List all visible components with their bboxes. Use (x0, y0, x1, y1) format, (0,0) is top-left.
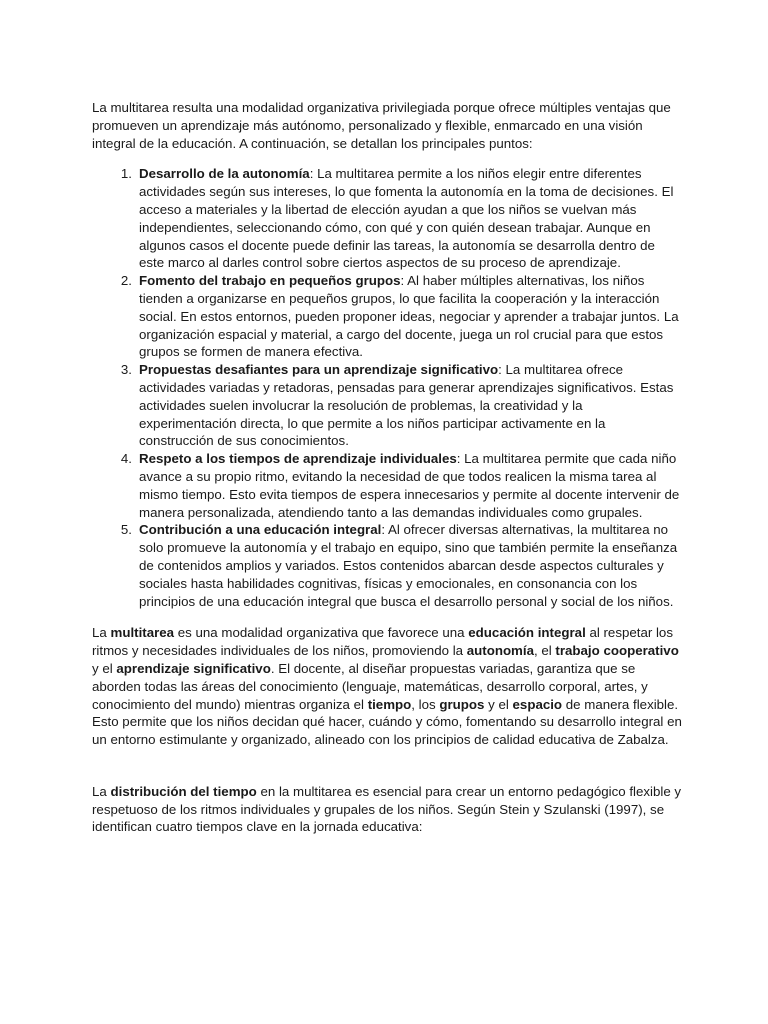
closing-text: La (92, 783, 111, 799)
closing-bold-term: distribución del tiempo (110, 783, 257, 799)
closing-text: en la multitarea es esencial para crear un entorno pedagógico flexible y respetuoso de los ritmos individuales y grupales de los niños. Según Stein y Szulanski (1997), se identifican cuatro tiempos clave en la jornada educativa: (92, 783, 682, 835)
intro-paragraph: La multitarea resulta una modalidad organizativa privilegiada porque ofrece múltiples ventajas que promueven un aprendizaje más autónomo, personalizado y flexible, enmarcado en una visión integral de la educación. A continuación, se detallan los principales puntos: (92, 100, 671, 151)
list-item-title: Desarrollo de la autonomía (139, 166, 310, 182)
list-item-title: Contribución a una educación integral (139, 522, 382, 538)
list-item-text: : La multitarea ofrece actividades variadas y retadoras, pensadas para generar aprendizajes significativos. Estas actividades suelen involucrar la resolución de problemas, la creatividad y la experimentación directa, lo que permite a los niños participar activamente en la construcción de sus conocimientos. (139, 362, 674, 449)
list-item (120, 272, 682, 361)
summary-text: y el (484, 696, 513, 712)
summary-bold-term: grupos (439, 696, 485, 712)
list-number: 2 . (114, 272, 132, 290)
summary-text: y el (92, 660, 117, 676)
summary-text: de manera flexible. Esto permite que los niños decidan qué hacer, cuándo y cómo, fomentando su desarrollo integral en un entorno estimulante y organizado, alineado con los principios de calidad educativa de Zabalza. (92, 696, 682, 748)
summary-text: es una modalidad organizativa que favorece una (174, 625, 469, 641)
summary-bold-term: tiempo (367, 696, 412, 712)
list-item-text: : Al haber múltiples alternativas, los niños tienden a organizarse en pequeños grupos, lo que facilita la cooperación y la interacción social. En estos entornos, pueden proponer ideas, negociar y aprender a trabajar juntos. La organización espacial y material, a cargo del docente, juega un rol crucial para que estos grupos se formen de manera efectiva. (139, 273, 679, 360)
summary-bold-term: multitarea (110, 625, 175, 641)
summary-bold-term: educación integral (468, 625, 586, 641)
list-item (120, 361, 682, 450)
list-item (120, 165, 682, 272)
list-item (120, 521, 682, 610)
summary-text: La (92, 625, 111, 641)
list-item-text: : La multitarea permite que cada niño avance a su propio ritmo, evitando la necesidad de que todos realicen la misma tarea al mismo tiempo. Esto evita tiempos de espera innecesarios y permite al docente intervenir de manera personalizada, atendiendo tanto a las demandas individuales como grupales. (139, 451, 680, 520)
list-item-text: : Al ofrecer diversas alternativas, la multitarea no solo promueve la autonomía y el trabajo en equipo, sino que también permite la enseñanza de contenidos amplios y variados. Estos contenidos abarcan desde aspectos culturales y sociales hasta habilidades cognitivas, físicas y emocionales, en consonancia con los principios de una educación integral que busca el desarrollo personal y social de los niños. (139, 522, 678, 609)
document-page (92, 99, 682, 836)
numbered-list (92, 165, 682, 610)
summary-bold-term: autonomía (466, 643, 534, 659)
closing-paragraph (92, 783, 682, 836)
list-number: 5 . (114, 521, 132, 539)
summary-text: , los (411, 696, 440, 712)
list-number: 1 . (114, 165, 132, 183)
summary-bold-term: espacio (512, 696, 563, 712)
list-item-title: Propuestas desafiantes para un aprendizaje significativo (139, 362, 499, 378)
summary-text: al respetar los ritmos y necesidades individuales de los niños, promoviendo la (92, 625, 673, 659)
list-item (120, 450, 682, 521)
list-item-title: Fomento del trabajo en pequeños grupos (139, 273, 401, 289)
list-number: 4 . (114, 450, 132, 468)
summary-bold-term: trabajo cooperativo (555, 643, 679, 659)
summary-text: . El docente, al diseñar propuestas variadas, garantiza que se aborden todas las áreas del conocimiento (lenguaje, matemáticas, desarrollo corporal, artes, y conocimiento del mundo) mientras organiza el (92, 660, 648, 712)
list-item-title: Respeto a los tiempos de aprendizaje individuales (139, 451, 457, 467)
summary-text: , el (533, 643, 556, 659)
summary-bold-term: aprendizaje significativo (116, 660, 271, 676)
list-number: 3 . (114, 361, 132, 379)
summary-paragraph (92, 624, 682, 749)
list-item-text: : La multitarea permite a los niños elegir entre diferentes actividades según sus intereses, lo que fomenta la autonomía en la toma de decisiones. El acceso a materiales y la libertad de elección ayudan a que los niños se vuelvan más independientes, seleccionando cómo, con qué y con quién desean trabajar. Aunque en algunos casos el docente puede definir las tareas, la autonomía se desarrolla dentro de este marco al darles control sobre ciertos aspectos de su proceso de aprendizaje. (139, 166, 674, 271)
